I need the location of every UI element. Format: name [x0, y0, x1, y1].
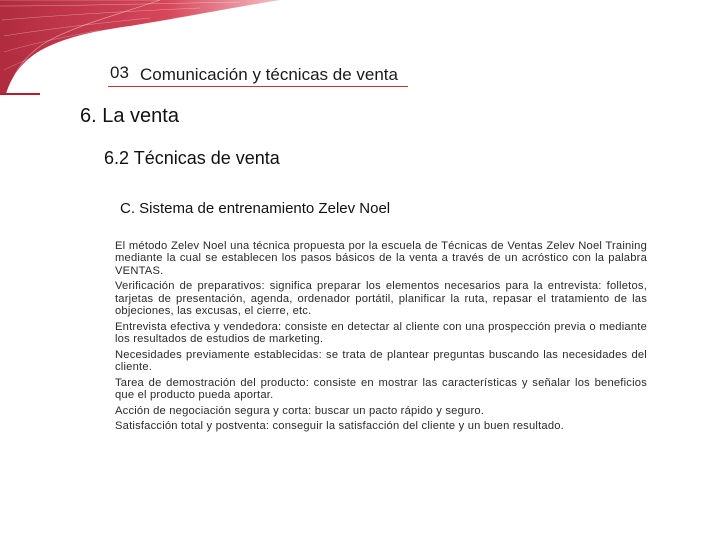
body-text [115, 240, 647, 436]
section-title: Comunicación y técnicas de venta [140, 65, 398, 84]
section-number: 03 [110, 63, 129, 82]
heading-2: 6.2 Técnicas de venta [104, 148, 280, 168]
heading-1: 6. La venta [80, 105, 179, 127]
section-header [108, 60, 408, 87]
paragraph-verificacion: Verificación de preparativos: significa preparar los elementos necesarios para la entrevista: folletos, tarjetas de presentación, agenda, ordenador portátil, planificar la ruta, repasar el tratamiento de las objeciones, las excusas, el cierre, etc. [115, 280, 647, 318]
paragraph-entrevista: Entrevista efectiva y vendedora: consiste en detectar al cliente con una prospección previa o mediante los resultados de estudios de marketing. [115, 320, 647, 346]
paragraph-satisfaccion: Satisfacción total y postventa: conseguir la satisfacción del cliente y un buen resultado. [115, 420, 564, 433]
heading-3: C. Sistema de entrenamiento Zelev Noel [120, 200, 391, 217]
paragraph-accion: Acción de negociación segura y corta: buscar un pacto rápido y seguro. [115, 404, 485, 417]
paragraph-tarea: Tarea de demostración del producto: consiste en mostrar las características y señalar los beneficios que el producto pueda aportar. [115, 376, 647, 402]
paragraph-necesidades: Necesidades previamente establecidas: se trata de plantear preguntas buscando las necesidades del cliente. [115, 348, 647, 374]
paragraph-intro: El método Zelev Noel una técnica propuesta por la escuela de Técnicas de Ventas Zelev Noel Training mediante la cual se establecen los pasos básicos de la venta a través de un acróstico con la palabra VENTAS. [115, 240, 647, 277]
